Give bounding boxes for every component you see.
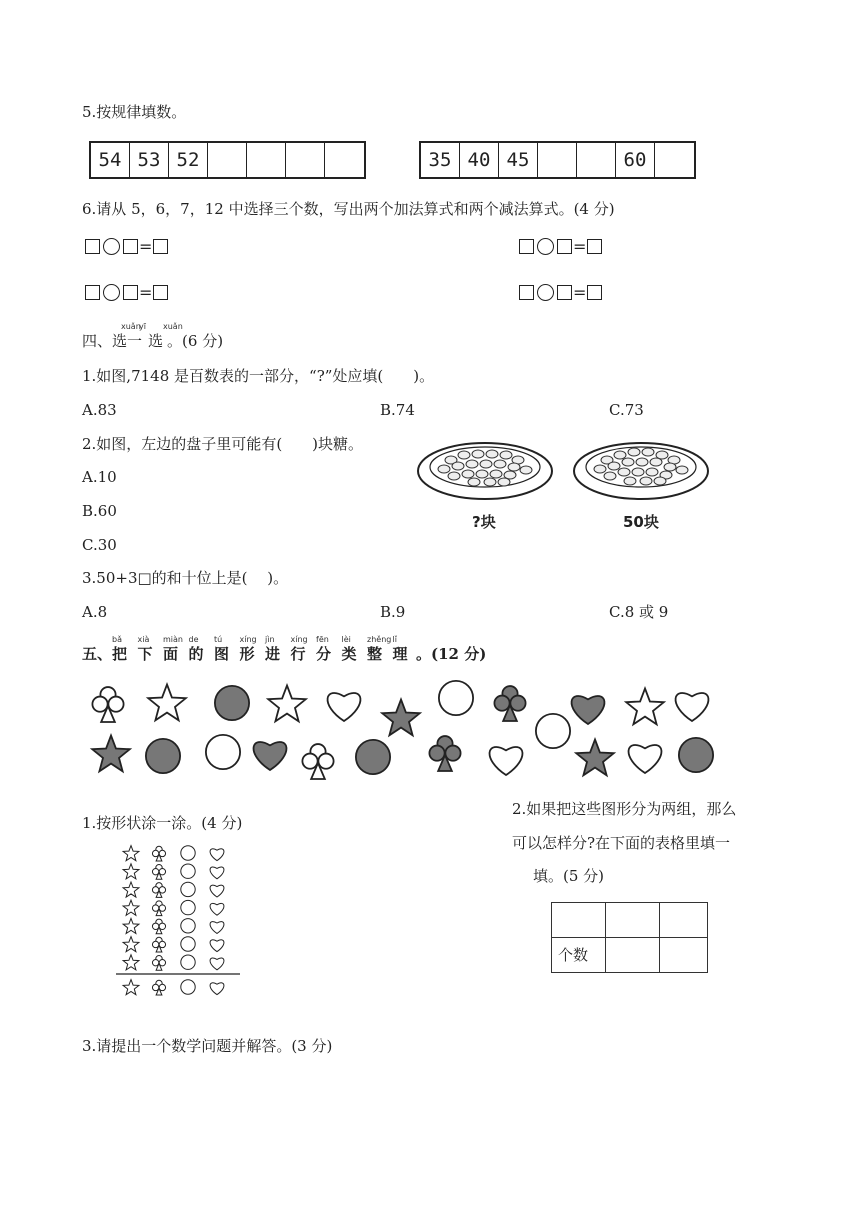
title-char: 理 xyxy=(392,645,408,663)
circle-icon xyxy=(181,937,195,951)
heart-icon xyxy=(210,885,224,897)
seq2-cell[interactable]: 45 xyxy=(499,143,538,177)
pinyin: xuǎn xyxy=(121,322,141,331)
s4-q2-text: 2.如图，左边的盘子里可能有( )块糖。 xyxy=(82,435,364,453)
option-c[interactable]: C.8 或 9 xyxy=(609,603,669,621)
table-cell[interactable] xyxy=(606,938,660,973)
circle-icon xyxy=(181,864,195,878)
pinyin: jìn xyxy=(265,635,275,644)
pinyin: xíng xyxy=(239,635,257,644)
equals-sign: = xyxy=(139,237,153,256)
heart-icon xyxy=(210,983,224,995)
seq2-cell[interactable]: 40 xyxy=(460,143,499,177)
club-icon xyxy=(152,864,165,879)
s5-q2-line2: 可以怎样分?在下面的表格里填一 xyxy=(512,834,731,852)
club-icon xyxy=(152,937,165,952)
s5-q2-line3: 填。(5 分) xyxy=(533,867,605,885)
title-char: 分 xyxy=(316,645,332,663)
s4-q1-text: 1.如图,7148 是百数表的一部分，“?”处应填( )。 xyxy=(82,367,435,385)
club-icon xyxy=(152,901,165,916)
pinyin: xíng xyxy=(290,635,308,644)
pinyin: fēn xyxy=(316,635,329,644)
title-char: 的 xyxy=(188,645,204,663)
seq1-cell[interactable]: 54 xyxy=(91,143,130,177)
option-a[interactable]: A.10 xyxy=(82,468,117,486)
title-char: 图 xyxy=(214,645,230,663)
title-char: 进 xyxy=(265,645,281,663)
option-b[interactable]: B.74 xyxy=(380,401,415,419)
pinyin: xià xyxy=(137,635,150,644)
table-cell[interactable] xyxy=(606,903,660,938)
club-icon xyxy=(152,919,165,934)
pinyin: xuǎn xyxy=(163,322,183,331)
star-icon xyxy=(123,846,139,861)
table-cell[interactable] xyxy=(660,903,708,938)
title-char: 整 xyxy=(367,645,383,663)
circle-icon xyxy=(181,980,195,994)
title-char: 类 xyxy=(341,645,357,663)
s5-q1-text: 1.按形状涂一涂。(4 分) xyxy=(82,814,243,832)
title-char: 行 xyxy=(290,645,306,663)
grouping-table xyxy=(551,902,708,973)
equals-sign: = xyxy=(139,283,153,302)
option-b[interactable]: B.60 xyxy=(82,502,117,520)
seq1-cell[interactable]: 52 xyxy=(169,143,208,177)
heart-icon xyxy=(210,922,224,934)
seq2-cell[interactable]: 35 xyxy=(421,143,460,177)
pinyin: de xyxy=(188,635,199,644)
star-icon xyxy=(123,864,139,879)
star-icon xyxy=(123,980,139,995)
s5-q3-text: 3.请提出一个数学问题并解答。(3 分) xyxy=(82,1037,333,1055)
club-icon xyxy=(152,955,165,970)
circle-icon xyxy=(181,955,195,969)
title-char: 下 xyxy=(137,645,153,663)
star-icon xyxy=(123,882,139,897)
title-char: 面 xyxy=(163,645,179,663)
table-row-label: 个数 xyxy=(552,938,606,973)
star-icon xyxy=(123,937,139,952)
equals-sign: = xyxy=(573,283,587,302)
table-cell[interactable] xyxy=(552,903,606,938)
pinyin: lǐ xyxy=(392,635,397,644)
heart-icon xyxy=(210,958,224,970)
q6-title: 6.请从 5，6，7，12 中选择三个数，写出两个加法算式和两个减法算式。(4 分) xyxy=(82,200,615,218)
seq1-cell[interactable]: 53 xyxy=(130,143,169,177)
club-icon xyxy=(152,980,165,995)
club-icon xyxy=(152,846,165,861)
circle-icon xyxy=(181,846,195,860)
heart-icon xyxy=(210,867,224,879)
plate-label-right: 50块 xyxy=(623,513,659,531)
pinyin: yī xyxy=(139,322,146,331)
title-char: 形 xyxy=(239,645,255,663)
section-5-title: 五、 xyxy=(82,645,113,663)
title-char: 把 xyxy=(112,645,128,663)
option-a[interactable]: A.8 xyxy=(82,603,108,621)
pinyin: zhěng xyxy=(367,635,392,644)
pinyin: lèi xyxy=(341,635,351,644)
table-cell[interactable] xyxy=(660,938,708,973)
pinyin: tú xyxy=(214,635,223,644)
option-c[interactable]: C.30 xyxy=(82,536,117,554)
circle-icon xyxy=(181,882,195,896)
circle-icon xyxy=(181,919,195,933)
circle-icon xyxy=(181,900,195,914)
equals-sign: = xyxy=(573,237,587,256)
club-icon xyxy=(152,883,165,898)
option-b[interactable]: B.9 xyxy=(380,603,406,621)
s5-q2-line1: 2.如果把这些图形分为两组，那么 xyxy=(512,800,737,818)
s4-q3-text: 3.50+3□的和十位上是( )。 xyxy=(82,569,289,587)
section-5-title-suffix: 。(12 分) xyxy=(416,645,487,663)
star-icon xyxy=(123,918,139,933)
heart-icon xyxy=(210,903,224,915)
section-4-title: 四、选一 选 。(6 分) xyxy=(82,332,224,350)
heart-icon xyxy=(210,940,224,952)
pinyin: miàn xyxy=(163,635,183,644)
plate-label-left: ?块 xyxy=(472,513,496,531)
star-icon xyxy=(123,900,139,915)
star-icon xyxy=(123,955,139,970)
pinyin: bǎ xyxy=(112,635,122,644)
option-c[interactable]: C.73 xyxy=(609,401,644,419)
q5-title: 5.按规律填数。 xyxy=(82,103,187,121)
heart-icon xyxy=(210,849,224,861)
option-a[interactable]: A.83 xyxy=(82,401,117,419)
seq2-cell[interactable]: 60 xyxy=(616,143,655,177)
